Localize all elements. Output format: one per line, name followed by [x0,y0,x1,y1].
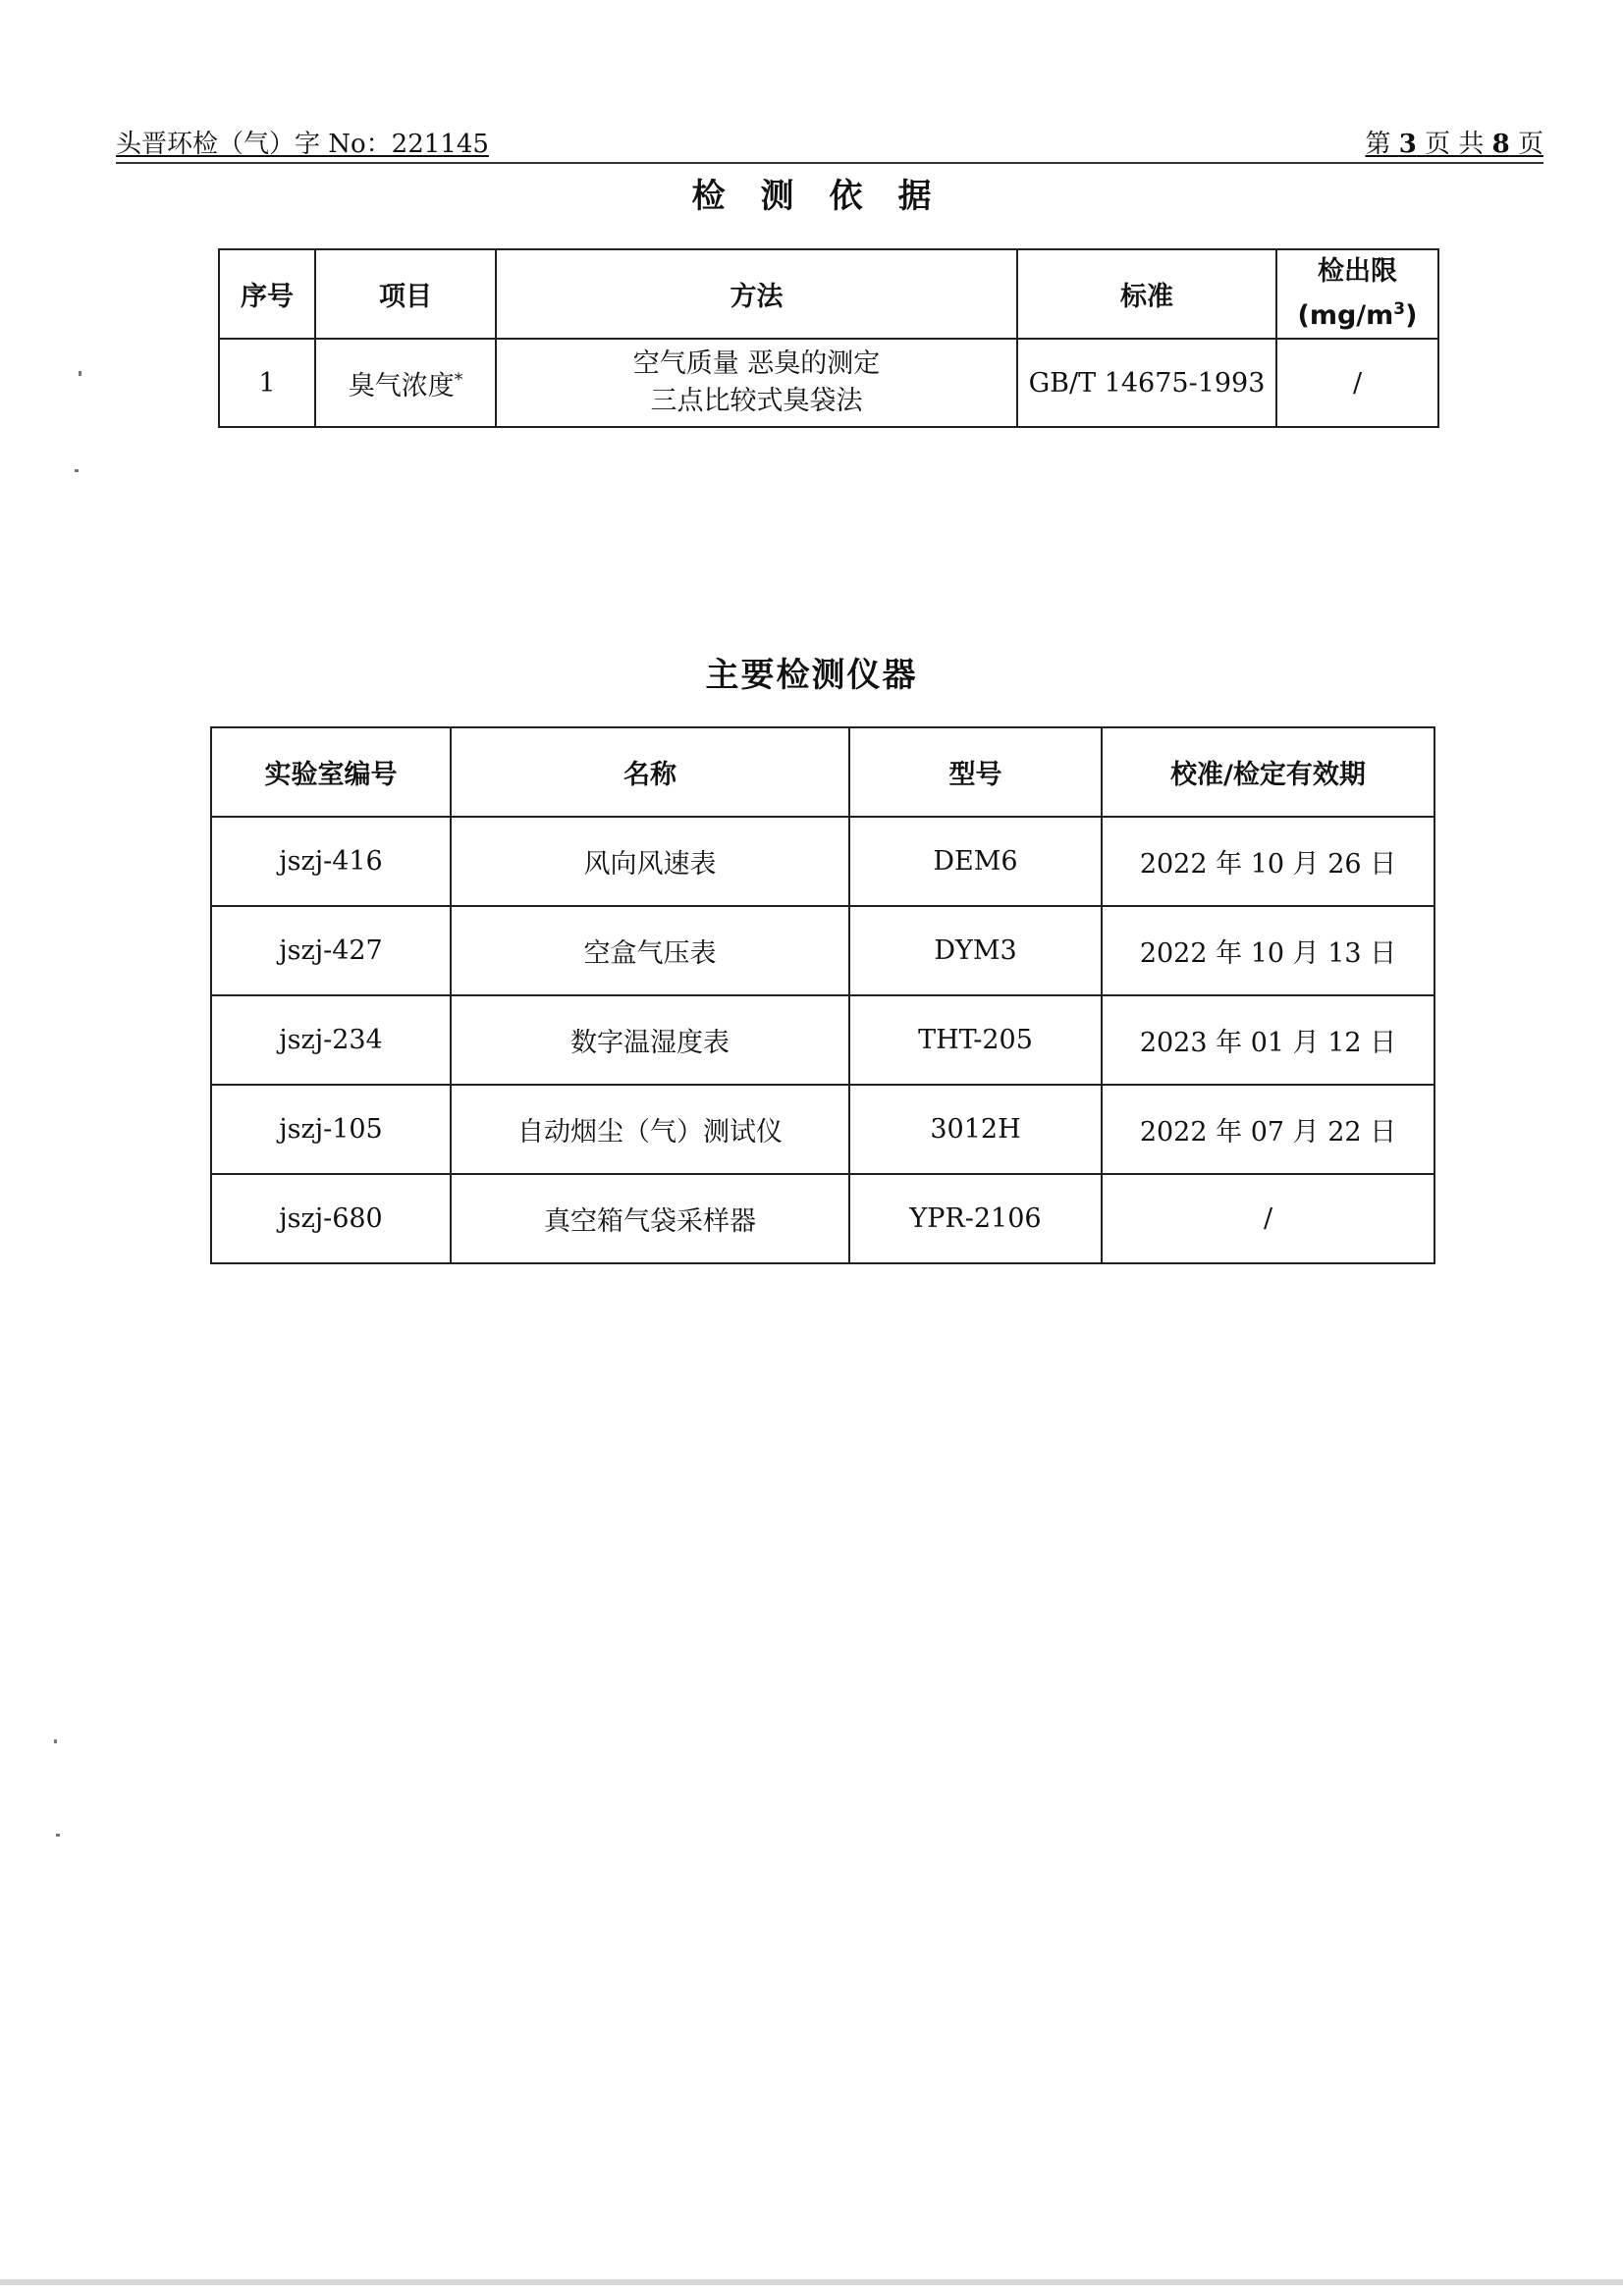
basis-method [496,339,1017,427]
page-current: 3 [1398,130,1417,159]
page-suffix: 页 [1517,130,1543,159]
col-no: 序号 [219,249,315,339]
scan-mark [54,1739,57,1743]
col-model: 型号 [849,727,1102,817]
model-cell: YPR-2106 [849,1174,1102,1263]
table-row [219,339,1438,427]
name-cell: 真空箱气袋采样器 [451,1174,849,1263]
model-cell: THT-205 [849,995,1102,1085]
col-limit-line1: 检出限 [1318,256,1397,287]
table-row [211,995,1434,1085]
validity-cell: 2022 年 10 月 13 日 [1102,906,1434,995]
page-indicator [1365,124,1543,160]
col-limit [1276,249,1438,339]
col-standard: 标准 [1017,249,1276,339]
col-item: 项目 [315,249,496,339]
instrument-table [210,726,1435,1264]
name-cell: 数字温湿度表 [451,995,849,1085]
lab-id-cell: jszj-234 [211,995,451,1085]
scan-mark [75,469,79,472]
validity-cell: 2022 年 07 月 22 日 [1102,1085,1434,1174]
table-row [211,817,1434,906]
instrument-title: 主要检测仪器 [705,656,918,695]
basis-title: 检测依据 [691,177,967,216]
basis-no: 1 [219,339,315,427]
col-limit-unit: (mg/m [1297,300,1394,331]
lab-id-cell: jszj-105 [211,1085,451,1174]
scan-mark [56,1834,60,1837]
validity-cell: 2022 年 10 月 26 日 [1102,817,1434,906]
lab-id-cell: jszj-680 [211,1174,451,1263]
basis-item-mark: * [454,369,463,390]
lab-id-cell: jszj-416 [211,817,451,906]
instrument-header-row [211,727,1434,817]
basis-header-row [219,249,1438,339]
basis-standard: GB/T 14675-1993 [1017,339,1276,427]
scan-mark [79,371,81,376]
basis-table [218,248,1439,428]
basis-item-text: 臭气浓度 [348,370,455,401]
col-method: 方法 [496,249,1017,339]
name-cell: 风向风速表 [451,817,849,906]
validity-cell: / [1102,1174,1434,1263]
table-row [211,906,1434,995]
table-row [211,1174,1434,1263]
col-validity: 校准/检定有效期 [1102,727,1434,817]
basis-limit: / [1276,339,1438,427]
basis-item [315,339,496,427]
table-row [211,1085,1434,1174]
model-cell: 3012H [849,1085,1102,1174]
basis-method-line1: 空气质量 恶臭的测定 [632,348,881,379]
col-limit-exponent: 3 [1393,299,1406,319]
col-limit-close: ) [1405,300,1418,331]
lab-id-cell: jszj-427 [211,906,451,995]
col-limit-line2 [1277,291,1437,335]
page-total: 8 [1491,130,1510,159]
page-prefix: 第 [1365,130,1391,159]
scan-mark [0,2279,1623,2285]
validity-cell: 2023 年 01 月 12 日 [1102,995,1434,1085]
name-cell: 自动烟尘（气）测试仪 [451,1085,849,1174]
basis-method-line2: 三点比较式臭袋法 [650,386,863,416]
model-cell: DYM3 [849,906,1102,995]
page-mid: 页 共 [1425,130,1485,159]
report-number: 头晋环检（气）字 No：221145 [116,130,489,159]
page-header [116,129,1543,164]
name-cell: 空盒气压表 [451,906,849,995]
col-lab-id: 实验室编号 [211,727,451,817]
col-name: 名称 [451,727,849,817]
model-cell: DEM6 [849,817,1102,906]
